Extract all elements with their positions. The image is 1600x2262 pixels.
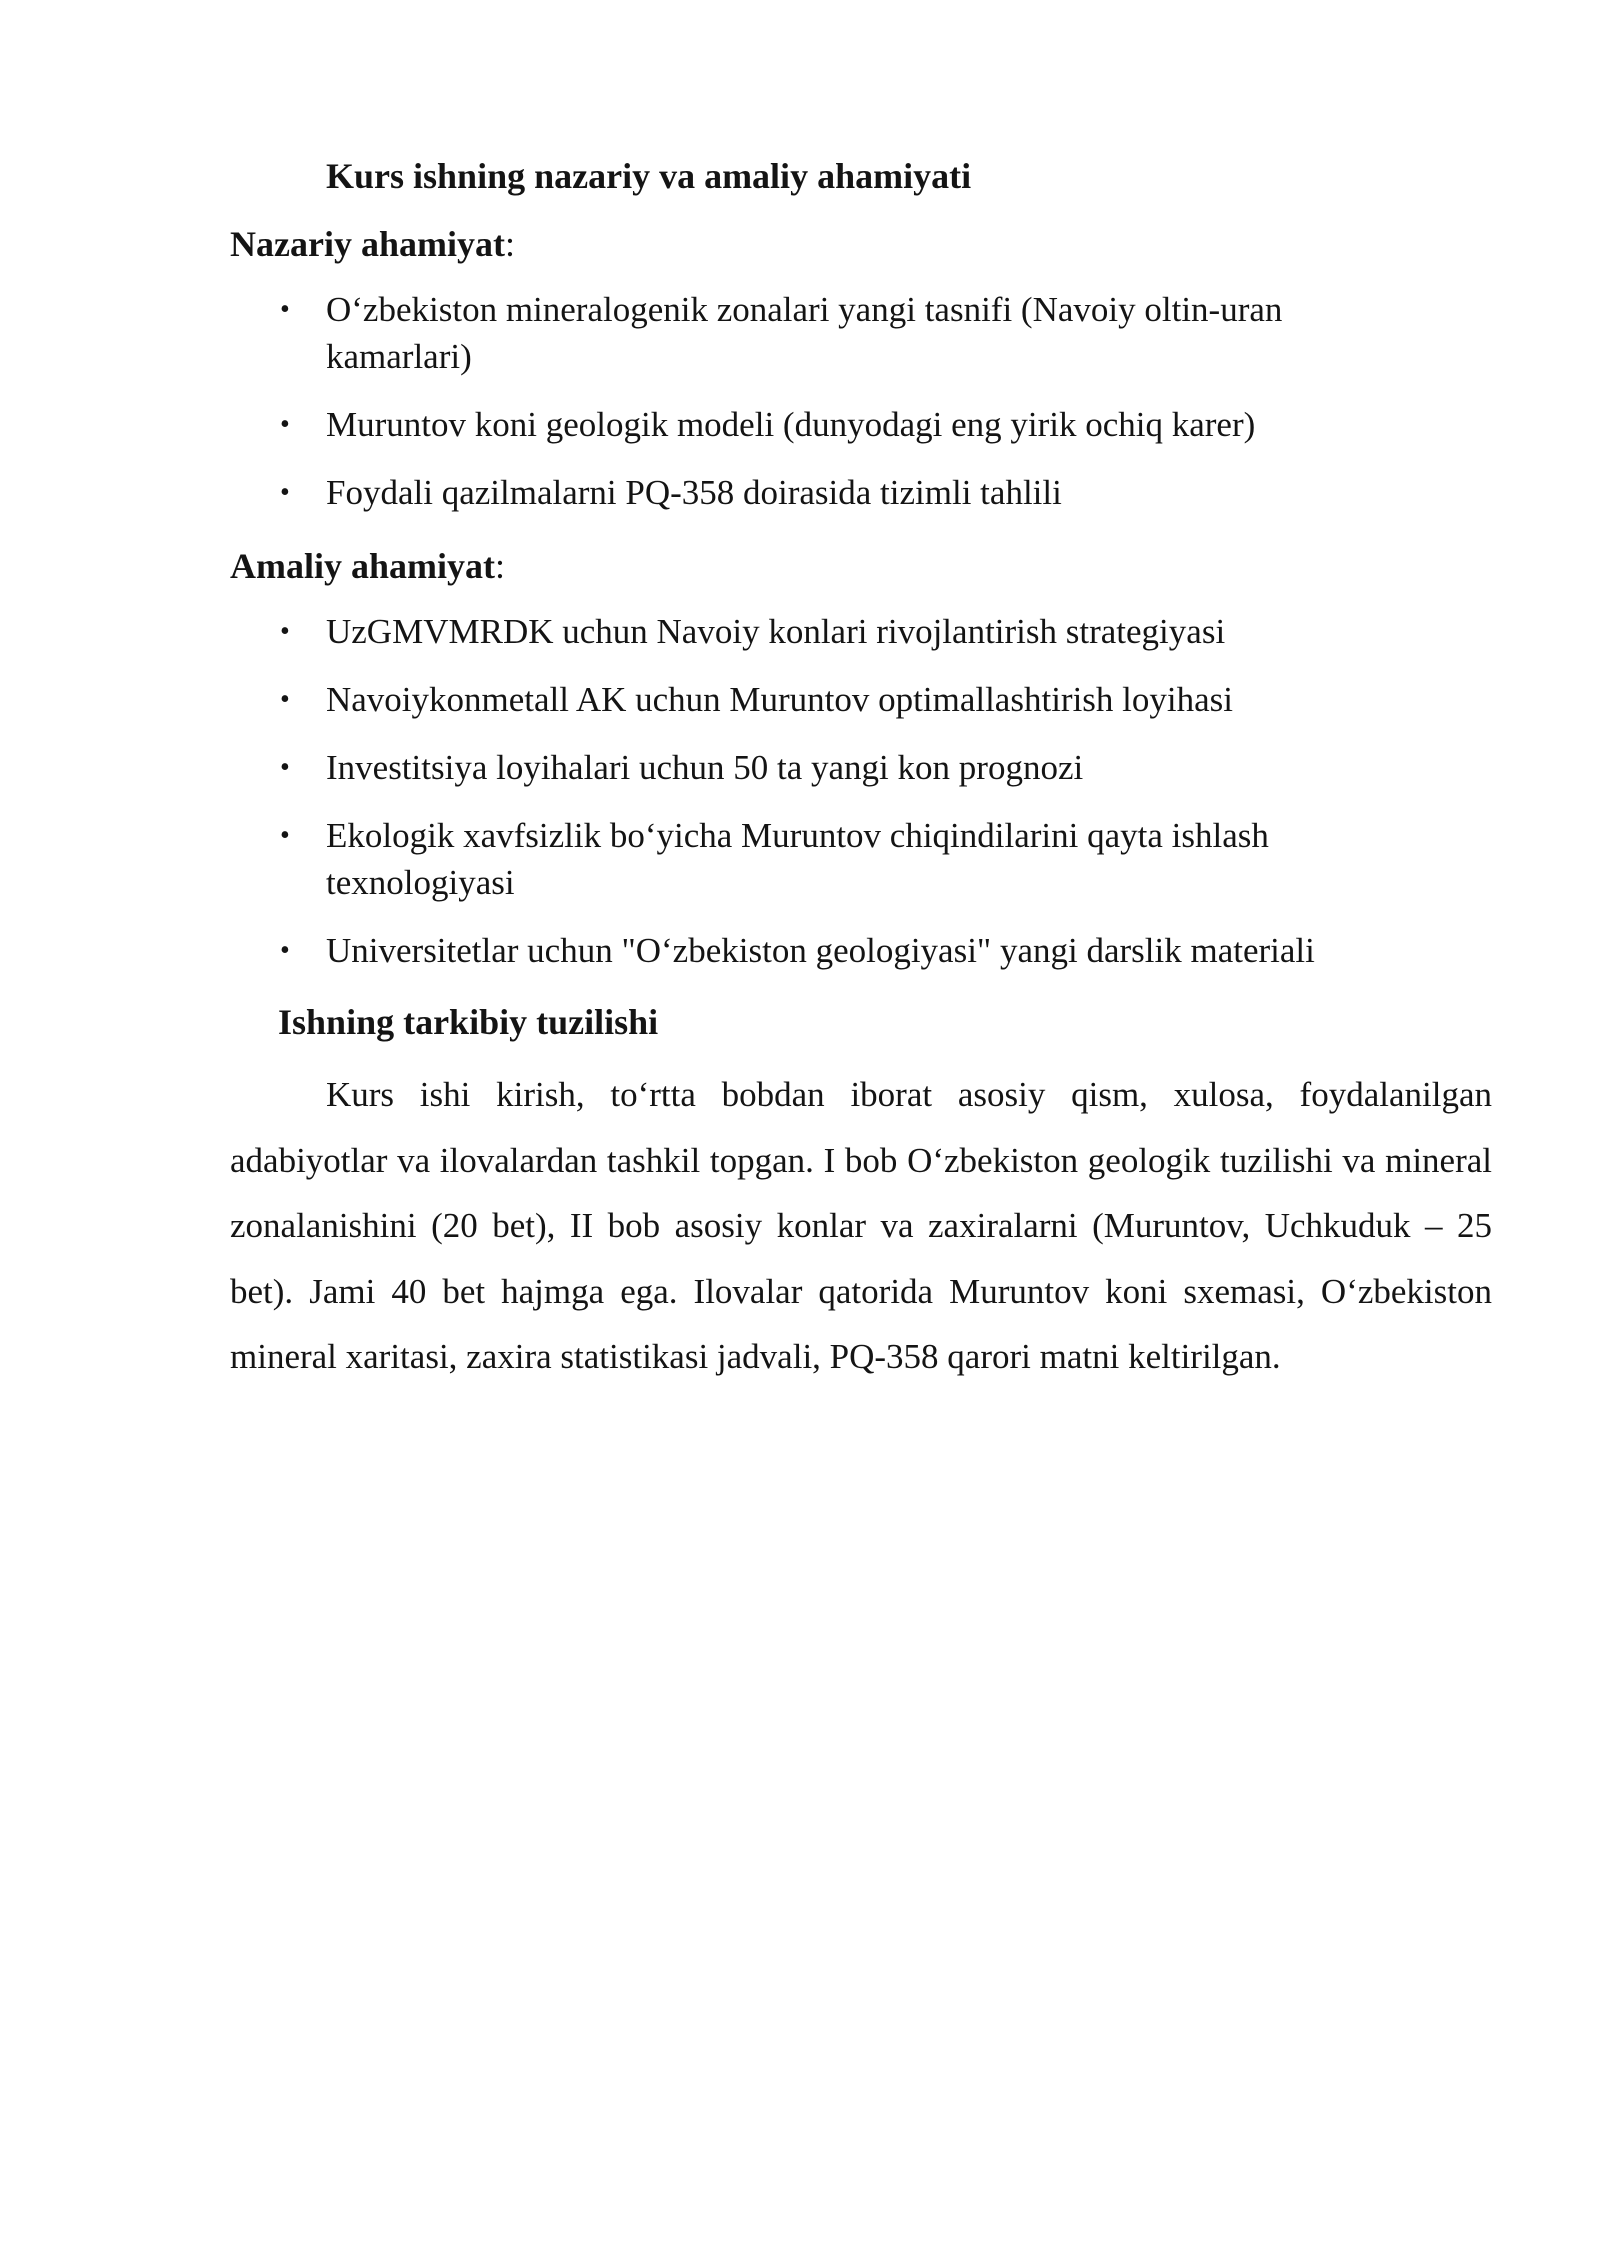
theoretical-heading-label: Nazariy ahamiyat: [230, 224, 505, 264]
list-item: [230, 744, 1430, 791]
practical-heading-colon: :: [495, 546, 506, 586]
list-item: [230, 812, 1430, 906]
structure-heading: Ishning tarkibiy tuzilishi: [278, 1002, 659, 1042]
list-item: [230, 676, 1430, 723]
list-item-text: UzGMVMRDK uchun Navoiy konlari rivojlantirish strategiyasi: [326, 612, 1226, 651]
bullet-icon: •: [280, 616, 290, 647]
structure-paragraph: Kurs ishi kirish, to‘rtta bobdan iborat asosiy qism, xulosa, foydalanilgan adabiyotlar va ilovalardan tashkil topgan. I bob O‘zbekiston geologik tuzilishi va mineral zonalanishini (20 bet), II bob asosiy konlar va zaxiralarni (Muruntov, Uchkuduk – 25 bet). Jami 40 bet hajmga ega. Ilovalar qatorida Muruntov koni sxemasi, O‘zbekiston mineral xaritasi, zaxira statistikasi jadvali, PQ-358 qarori matni keltirilgan.: [230, 1075, 1492, 1376]
bullet-icon: •: [280, 820, 290, 851]
bullet-icon: •: [280, 294, 290, 325]
theoretical-heading-colon: :: [504, 224, 515, 264]
list-item: [230, 286, 1430, 380]
practical-heading-label: Amaliy ahamiyat: [230, 546, 495, 586]
list-item-text: Universitetlar uchun "O‘zbekiston geologiyasi" yangi darslik materiali: [326, 931, 1315, 970]
bullet-icon: •: [280, 752, 290, 783]
list-item-text: Navoiykonmetall AK uchun Muruntov optimallashtirish loyihasi: [326, 680, 1233, 719]
list-item-text: Foydali qazilmalarni PQ-358 doirasida tizimli tahlili: [326, 473, 1062, 512]
list-item-text: O‘zbekiston mineralogenik zonalari yangi tasnifi (Navoiy oltin-uran kamarlari): [326, 290, 1283, 376]
bullet-icon: •: [280, 684, 290, 715]
list-item: [230, 401, 1430, 448]
document-title: Kurs ishning nazariy va amaliy ahamiyati: [326, 156, 972, 196]
list-item-text: Ekologik xavfsizlik bo‘yicha Muruntov chiqindilarini qayta ishlash texnologiyasi: [326, 816, 1269, 902]
theoretical-heading: [230, 218, 515, 270]
bullet-icon: •: [280, 477, 290, 508]
list-item: [230, 469, 1430, 516]
list-item: [230, 608, 1430, 655]
practical-heading: [230, 540, 505, 592]
theoretical-list: [230, 286, 1430, 537]
list-item: [230, 927, 1430, 974]
practical-list: [230, 608, 1430, 995]
bullet-icon: •: [280, 409, 290, 440]
bullet-icon: •: [280, 935, 290, 966]
list-item-text: Investitsiya loyihalari uchun 50 ta yangi kon prognozi: [326, 748, 1084, 787]
list-item-text: Muruntov koni geologik modeli (dunyodagi eng yirik ochiq karer): [326, 405, 1256, 444]
